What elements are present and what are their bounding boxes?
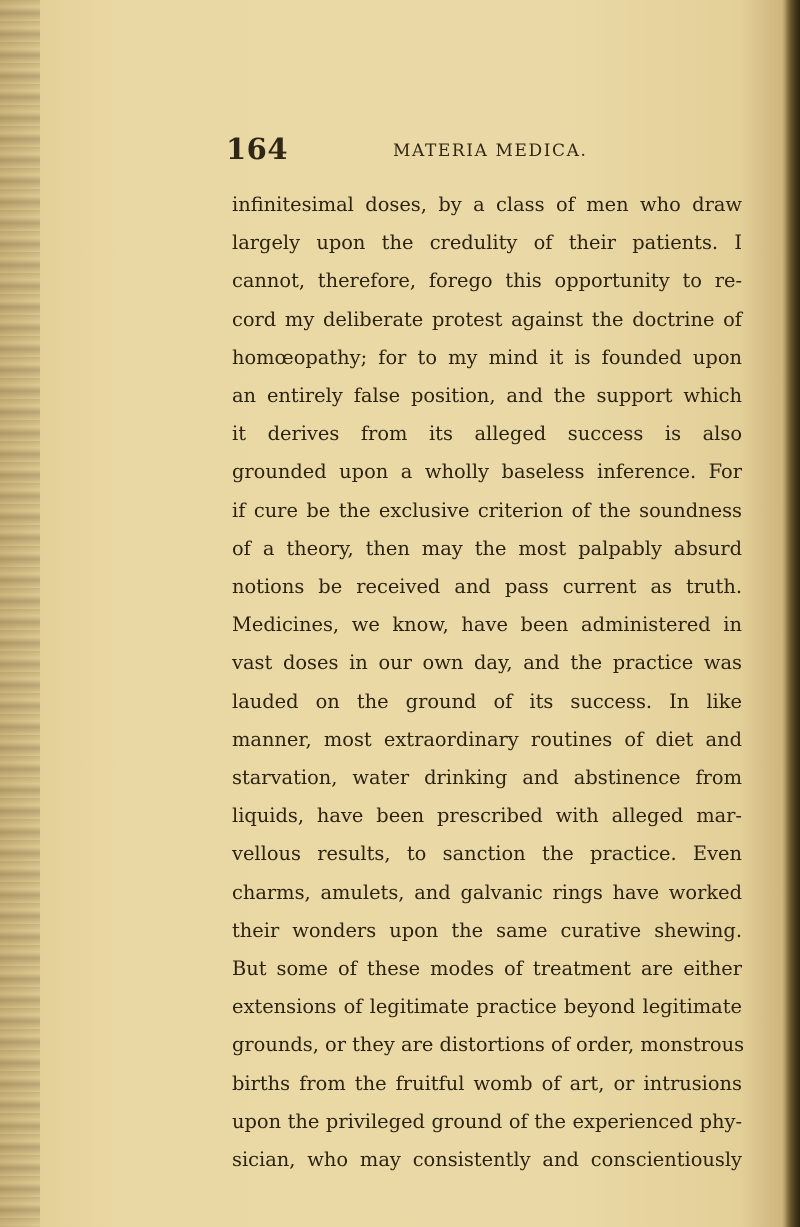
text-line: cord my deliberate protest against the doctrine of xyxy=(232,307,742,331)
text-line: But some of these modes of treatment are either xyxy=(232,957,742,981)
text-line: it derives from its alleged success is also xyxy=(232,422,742,446)
text-line: lauded on the ground of its success. In like xyxy=(232,689,742,713)
text-line: cannot, therefore, forego this opportunity to re- xyxy=(232,269,742,293)
text-line: manner, most extraordinary routines of diet and xyxy=(232,727,742,751)
text-line: liquids, have been prescribed with alleged mar- xyxy=(232,804,742,828)
running-title: MATERIA MEDICA. xyxy=(393,141,588,161)
text-line: Medicines, we know, have been administered in xyxy=(232,613,742,637)
text-line: starvation, water drinking and abstinence from xyxy=(232,766,742,790)
text-line: vellous results, to sanction the practice. Even xyxy=(232,842,742,866)
text-line: vast doses in our own day, and the practice was xyxy=(232,651,742,675)
body-text xyxy=(232,186,745,1179)
page-gutter-edge xyxy=(0,0,40,1227)
text-line: of a theory, then may the most palpably absurd xyxy=(232,536,742,560)
text-line: grounds, or they are distortions of order, monstrous xyxy=(232,1033,745,1057)
text-line: extensions of legitimate practice beyond legitimate xyxy=(232,995,742,1019)
text-line: an entirely false position, and the support which xyxy=(232,384,742,408)
page-header xyxy=(0,132,800,172)
text-line: infinitesimal doses, by a class of men who draw xyxy=(232,193,742,216)
text-line: upon the privileged ground of the experienced phy- xyxy=(232,1109,742,1133)
text-line: their wonders upon the same curative shewing. xyxy=(232,918,742,942)
text-line: sician, who may consistently and conscientiously xyxy=(232,1148,742,1172)
text-line: largely upon the credulity of their patients. I xyxy=(232,231,742,255)
text-line: grounded upon a wholly baseless inference. For xyxy=(232,460,742,484)
text-line: if cure be the exclusive criterion of the soundness xyxy=(232,498,742,522)
text-line: charms, amulets, and galvanic rings have worked xyxy=(232,880,742,904)
text-line: births from the fruitful womb of art, or intrusions xyxy=(232,1071,742,1095)
page-number: 164 xyxy=(226,132,289,166)
text-line: homœopathy; for to my mind it is founded upon xyxy=(232,345,742,369)
page-right-edge xyxy=(786,0,800,1227)
text-line: notions be received and pass current as truth. xyxy=(232,575,742,599)
